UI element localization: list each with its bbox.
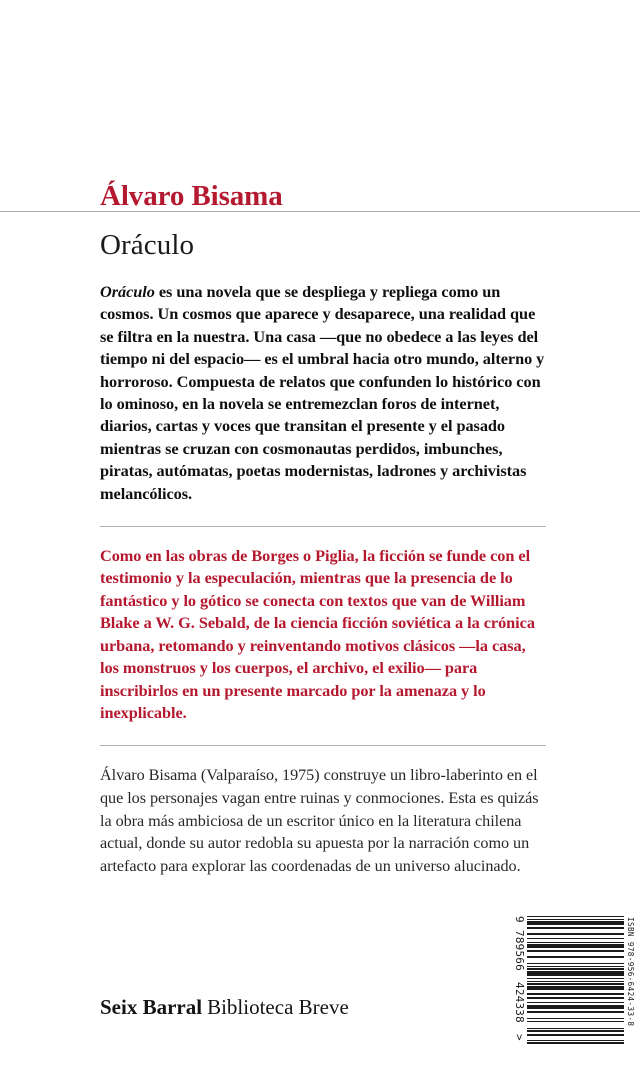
synopsis-lead-title: Oráculo [100,282,155,301]
isbn-text: ISBN 978-956-6424-33-8 [626,917,635,1027]
isbn-barcode [512,916,636,1044]
spacer-below-divider-1 [100,527,546,545]
barcode-bars [527,916,624,1044]
ean-terminator: > [513,1034,526,1041]
critique-paragraph: Como en las obras de Borges o Piglia, la ficción se funde con el testimonio y la especulación, mientras que la presencia de lo fantástico y lo gótico se conecta con textos que van de William Blake a W. G. Sebald, de la ciencia ficción soviética a la crónica urbana, retomando y reinventando motivos clásicos —la casa, los monstruos y los cuerpos, el archivo, el exilio— para inscribirlos en un presente marcado por la amenaza y lo inexplicable. [100,546,535,722]
spacer-above-divider-2 [100,724,546,745]
synopsis-paragraph [100,281,546,505]
ean-lead-digit: 9 [513,916,526,923]
spacer-below-divider-2 [100,746,546,764]
book-title: Oráculo [100,229,195,261]
spacer-above-divider-1 [100,505,546,526]
author-name: Álvaro Bisama [100,182,289,211]
ean-digits [512,916,527,1044]
synopsis-body: es una novela que se despliega y repliega como un cosmos. Un cosmos que aparece y desaparece, una realidad que se filtra en la nuestra. Una casa —que no obedece a las leyes del tiempo ni del espacio— es el umbral hacia otro mundo, alterno y horroroso. Compuesta de relatos que confunden lo histórico con lo ominoso, en la novela se entremezclan foros de internet, diarios, cartas y voces que transitan el presente y el pasado mientras se cruzan con cosmonautas perdidos, imbunches, piratas, autómatas, poetas modernistas, ladrones y archivistas melancólicos. [100,282,545,503]
author-biography-paragraph: Álvaro Bisama (Valparaíso, 1975) construye un libro-laberinto en el que los personajes vagan entre ruinas y conmociones. Esta es quizás la obra más ambiciosa de un escritor único en la literatura chilena actual, donde su autor redobla su apuesta por la narración como un artefacto para explorar las coordenadas de un universo alucinado. [100,766,539,875]
cover-heading [100,182,552,260]
ean-left-group: 789566 [513,930,526,971]
barcode-rotated-group [512,916,636,1044]
blurb-column [100,281,546,877]
publisher-imprint [100,995,349,1020]
publisher-brand: Seix Barral [100,995,203,1019]
ean-right-group: 424338 [513,982,526,1023]
publisher-collection: Biblioteca Breve [207,995,349,1019]
